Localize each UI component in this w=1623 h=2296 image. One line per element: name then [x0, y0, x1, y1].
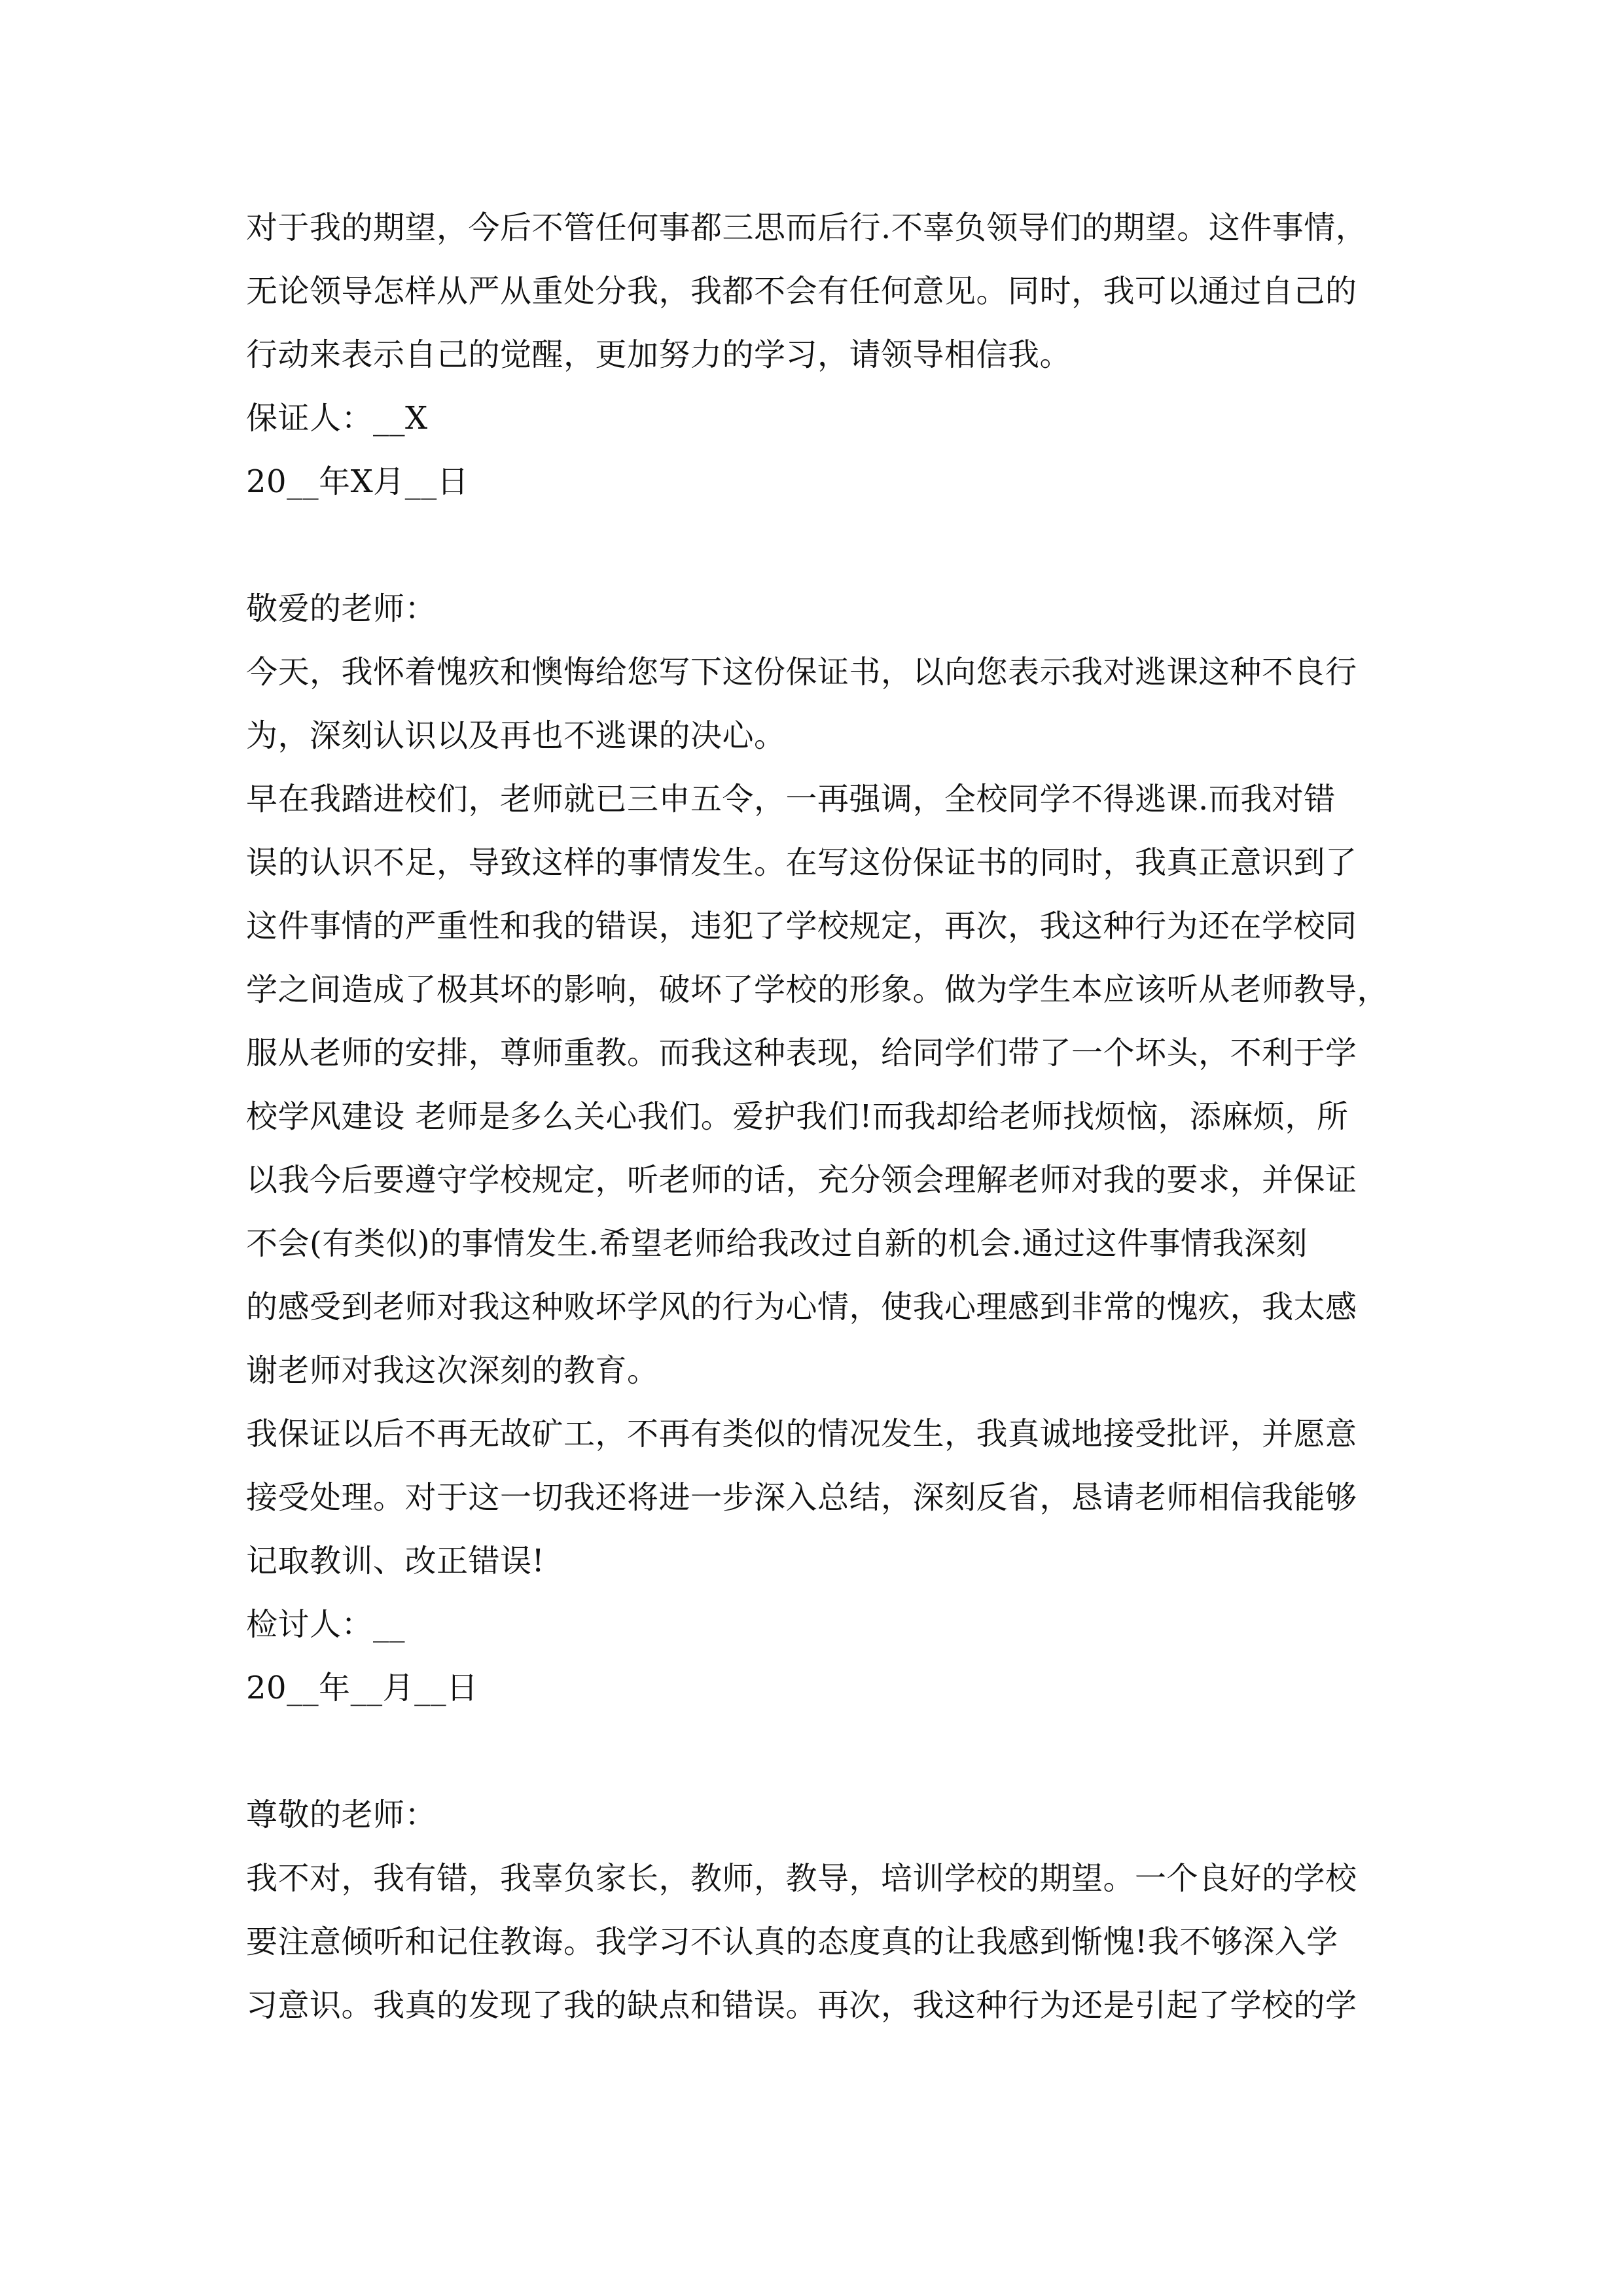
paragraph-line: 校学风建设 老师是多么关心我们。爱护我们!而我却给老师找烦恼，添麻烦，所: [246, 1098, 1349, 1135]
salutation: 敬爱的老师：: [246, 590, 437, 627]
paragraph-line: 我不对，我有错，我辜负家长，教师，教导，培训学校的期望。一个良好的学校: [246, 1860, 1357, 1897]
paragraph-line: 习意识。我真的发现了我的缺点和错误。再次，我这种行为还是引起了学校的学: [246, 1987, 1357, 2024]
paragraph-line: 以我今后要遵守学校规定，听老师的话，充分领会理解老师对我的要求，并保证: [246, 1162, 1357, 1198]
paragraph-line: 误的认识不足，导致这样的事情发生。在写这份保证书的同时，我真正意识到了: [246, 844, 1357, 881]
paragraph-line: 谢老师对我这次深刻的教育。: [246, 1352, 659, 1389]
paragraph-line: 记取教训、改正错误!: [246, 1543, 545, 1579]
paragraph-line: 接受处理。对于这一切我还将进一步深入总结，深刻反省，恳请老师相信我能够: [246, 1479, 1357, 1516]
date-line: 20__年__月__日: [246, 1670, 478, 1706]
signer-line: 检讨人：__: [246, 1606, 406, 1643]
salutation: 尊敬的老师：: [246, 1797, 437, 1833]
paragraph-line: 无论领导怎样从严从重处分我，我都不会有任何意见。同时，我可以通过自己的: [246, 273, 1357, 310]
paragraph-line: 为，深刻认识以及再也不逃课的决心。: [246, 717, 786, 754]
section-gap: [246, 1720, 1385, 1784]
paragraph-line: 对于我的期望，今后不管任何事都三思而后行.不辜负领导们的期望。这件事情，: [246, 209, 1368, 246]
document-body: [246, 196, 1389, 2037]
paragraph-line: 行动来表示自己的觉醒，更加努力的学习，请领导相信我。: [246, 336, 1072, 373]
paragraph-line: 要注意倾听和记住教诲。我学习不认真的态度真的让我感到惭愧!我不够深入学: [246, 1924, 1338, 1960]
paragraph-line: 不会(有类似)的事情发生.希望老师给我改过自新的机会.通过这件事情我深刻: [246, 1225, 1308, 1262]
paragraph-line: 这件事情的严重性和我的错误，违犯了学校规定，再次，我这种行为还在学校同: [246, 908, 1357, 944]
paragraph-line: 的感受到老师对我这种败坏学风的行为心情，使我心理感到非常的愧疚，我太感: [246, 1289, 1357, 1325]
paragraph-line: 我保证以后不再无故矿工，不再有类似的情况发生，我真诚地接受批评，并愿意: [246, 1416, 1357, 1452]
letter-3: [246, 1784, 1385, 2037]
letter-2: [246, 577, 1389, 1720]
date-line: 20__年X月__日: [246, 463, 469, 500]
signer-line: 保证人：__X: [246, 400, 428, 437]
paragraph-line: 今天，我怀着愧疚和懊悔给您写下这份保证书，以向您表示我对逃课这种不良行: [246, 654, 1357, 691]
letter-1: [246, 196, 1385, 514]
section-gap: [246, 514, 1385, 577]
paragraph-line: 学之间造成了极其坏的影响，破坏了学校的形象。做为学生本应该听从老师教导，: [246, 971, 1389, 1008]
paragraph-line: 早在我踏进校们，老师就已三申五令，一再强调，全校同学不得逃课.而我对错: [246, 781, 1336, 817]
paragraph-line: 服从老师的安排，尊师重教。而我这种表现，给同学们带了一个坏头，不利于学: [246, 1035, 1357, 1071]
